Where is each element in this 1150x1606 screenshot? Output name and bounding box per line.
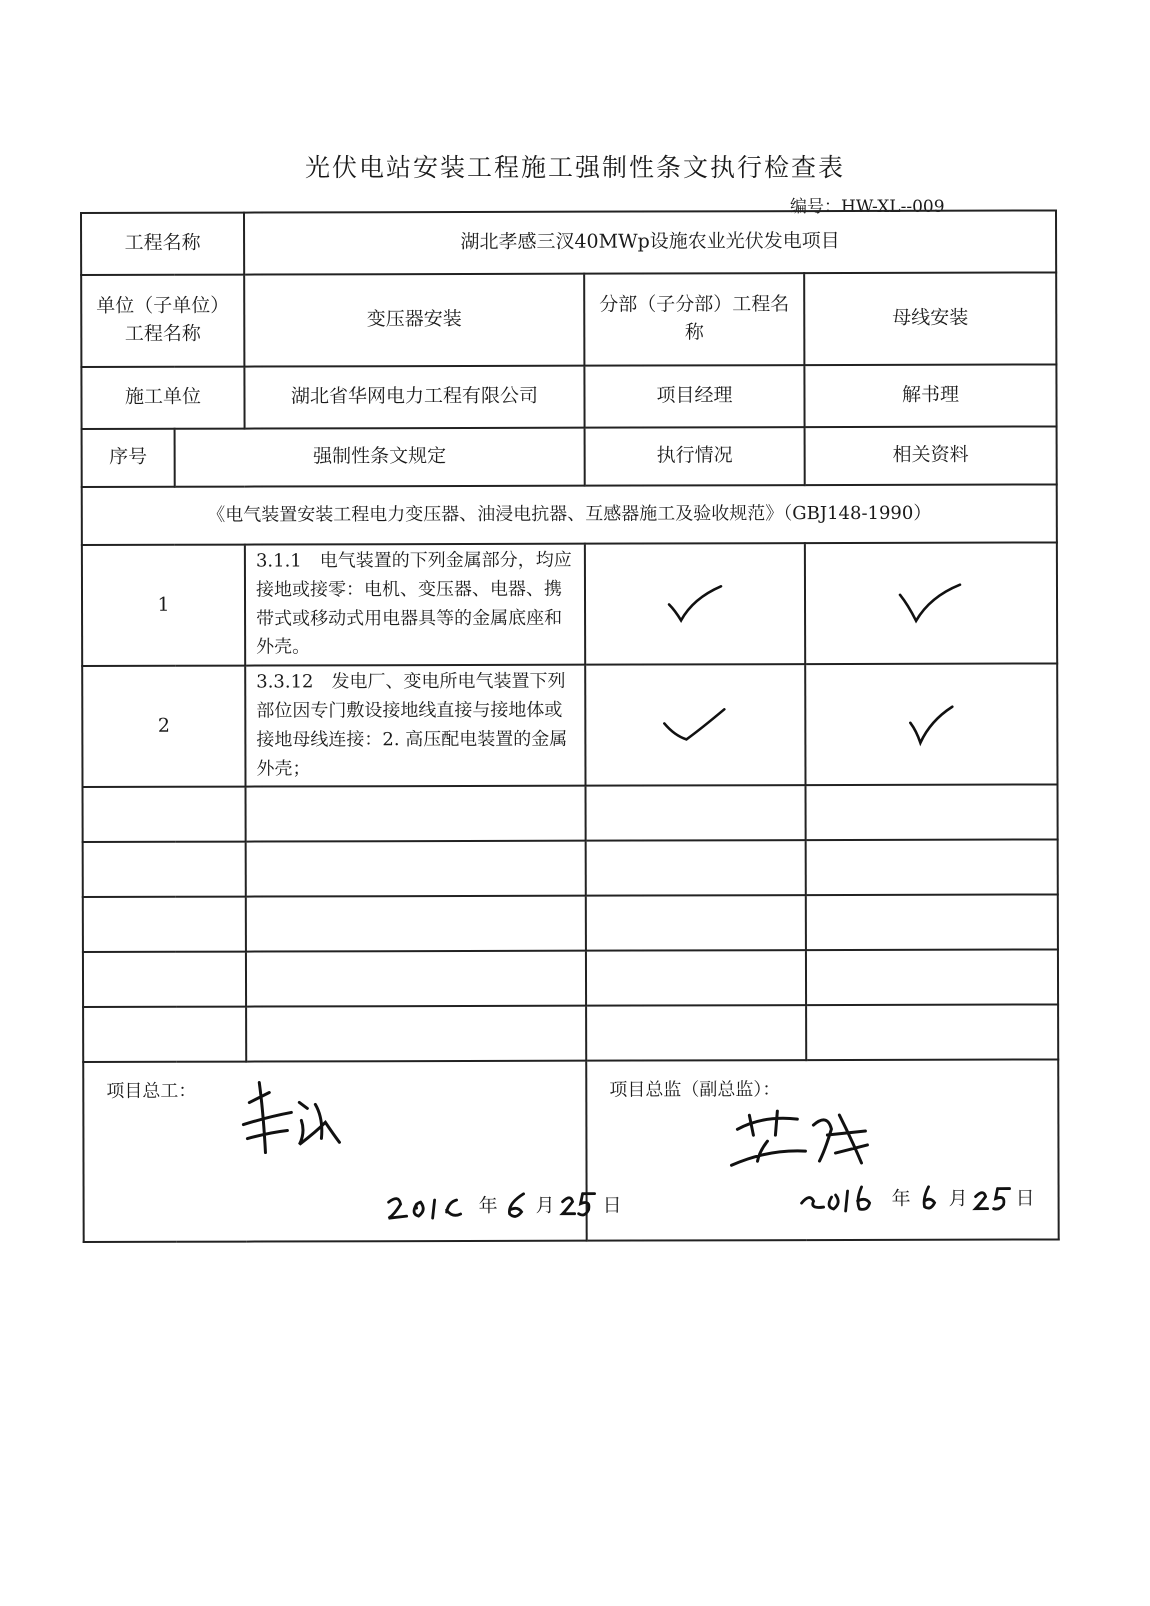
signoff-row <box>83 1060 1058 1243</box>
handwritten-year <box>798 1183 888 1213</box>
chief-supervisor-signature <box>727 1105 877 1175</box>
handwritten-year <box>385 1192 475 1220</box>
empty-cell <box>806 785 1058 841</box>
row-status <box>585 543 805 665</box>
chief-engineer-label: 项目总工： <box>106 1081 197 1103</box>
table-row <box>83 895 1058 953</box>
empty-cell <box>806 950 1058 1006</box>
handwritten-month <box>502 1190 532 1220</box>
table-row <box>83 1005 1058 1063</box>
chief-engineer-signoff <box>83 1061 622 1242</box>
empty-cell <box>246 841 586 897</box>
chief-supervisor-date <box>798 1183 1039 1214</box>
form-title: 光伏电站安装工程施工强制性条文执行检查表 <box>304 153 845 182</box>
date-month-unit: 月 <box>535 1194 555 1217</box>
chief-supervisor-signoff <box>586 1060 1058 1241</box>
table-row <box>82 542 1057 666</box>
date-year-unit: 年 <box>478 1194 498 1217</box>
row-docs <box>805 542 1057 664</box>
empty-cell <box>806 840 1058 896</box>
project-name-value: 湖北孝感三汊40MWp设施农业光伏发电项目 <box>244 210 1056 274</box>
contractor-row <box>81 364 1056 429</box>
row-clause: 3.1.1 电气装置的下列金属部分，均应接地或接零：电机、变压器、电器、携带式或移动式用电器具等的金属底座和外壳。 <box>245 544 585 666</box>
row-docs <box>805 664 1057 786</box>
standard-row <box>82 484 1057 545</box>
sub-project-value: 母线安装 <box>804 272 1056 365</box>
empty-cell <box>586 785 806 841</box>
empty-cell <box>586 840 806 896</box>
empty-cell <box>83 897 246 952</box>
col-status-header: 执行情况 <box>585 427 805 486</box>
unit-label: 单位（子单位）工程名称 <box>81 275 244 367</box>
row-no: 2 <box>82 666 245 788</box>
row-no: 1 <box>82 545 245 667</box>
empty-cell <box>806 1005 1058 1061</box>
inspection-table <box>80 209 1060 1243</box>
empty-cell <box>83 787 246 842</box>
empty-cell <box>246 786 586 842</box>
col-docs-header: 相关资料 <box>805 426 1057 485</box>
sub-project-label: 分部（子分部）工程名称 <box>584 273 804 366</box>
checkmark-icon <box>660 705 730 745</box>
empty-cell <box>806 895 1058 951</box>
empty-cell <box>586 950 806 1006</box>
date-month-unit: 月 <box>948 1187 968 1210</box>
project-name-label: 工程名称 <box>81 213 244 275</box>
date-day-unit: 日 <box>1015 1187 1035 1210</box>
table-row <box>83 950 1058 1008</box>
checkmark-icon <box>906 702 956 746</box>
chief-supervisor-label: 项目总监（副总监）： <box>609 1079 781 1101</box>
empty-cell <box>586 895 806 951</box>
row-clause: 3.3.12 发电厂、变电所电气装置下列部位因专门敷设接地线直接与接地体或接地母线连接：2. 高压配电装置的金属外壳； <box>245 665 585 787</box>
table-row <box>82 664 1057 788</box>
row-status <box>585 664 805 786</box>
unit-value: 变压器安装 <box>244 274 584 367</box>
empty-cell <box>246 1006 586 1062</box>
table-row <box>83 840 1058 898</box>
empty-cell <box>586 1005 806 1061</box>
manager-label: 项目经理 <box>584 365 804 428</box>
date-year-unit: 年 <box>891 1187 911 1210</box>
checkmark-icon <box>665 582 725 626</box>
empty-cell <box>83 952 246 1007</box>
form-code: 编号：HW-XL--009 <box>790 197 945 217</box>
empty-cell <box>83 1007 246 1062</box>
col-no-header: 序号 <box>82 429 175 487</box>
column-header-row <box>82 426 1057 487</box>
contractor-label: 施工单位 <box>81 367 244 429</box>
chief-engineer-signature <box>229 1073 349 1163</box>
checkmark-icon <box>896 580 966 626</box>
table-row <box>83 785 1058 843</box>
date-day-unit: 日 <box>602 1194 622 1217</box>
empty-cell <box>246 951 586 1007</box>
manager-value: 解书理 <box>804 364 1056 427</box>
handwritten-day <box>972 1183 1012 1213</box>
standard-title: 《电气装置安装工程电力变压器、油浸电抗器、互感器施工及验收规范》（GBJ148-1990） <box>82 484 1057 545</box>
col-rule-header: 强制性条文规定 <box>175 428 585 487</box>
contractor-value: 湖北省华网电力工程有限公司 <box>244 366 584 429</box>
empty-cell <box>83 842 246 897</box>
project-row <box>81 210 1056 275</box>
unit-row <box>81 272 1056 367</box>
empty-cell <box>246 896 586 952</box>
handwritten-month <box>915 1183 945 1213</box>
